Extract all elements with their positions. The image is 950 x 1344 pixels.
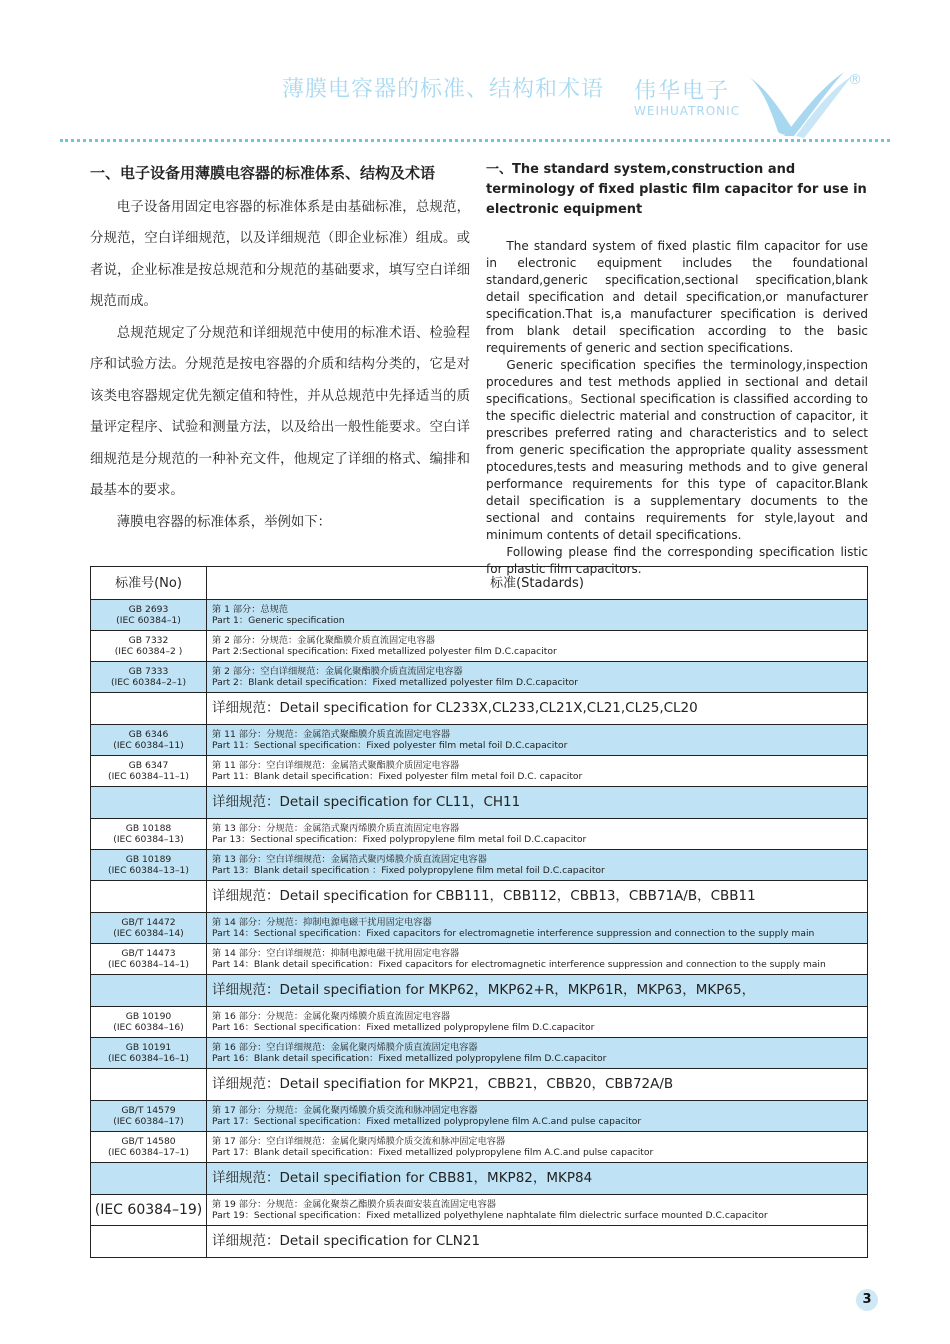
std-number: GB/T 14473 (121, 948, 176, 959)
table-row (91, 725, 868, 756)
iec-number: (IEC 60384–2–1) (110, 677, 187, 688)
std-number: GB 10191 (125, 1042, 172, 1053)
table-header-no: 标准号(No) (91, 567, 207, 600)
std-title-cn: 第 2 部分：分规范：金属化聚酯膜介质直流固定电容器 (212, 635, 435, 646)
std-number: GB 2693 (128, 604, 169, 615)
detail-spec-text: 详细规范：Detail specifiation for MKP62，MKP62+R，MKP61R，MKP63，MKP65， (207, 975, 868, 1007)
iec-number: (IEC 60384–11–1) (108, 771, 189, 782)
table-row (91, 819, 868, 850)
std-title-cn: 第 13 部分：空白详细规范：金属箔式聚丙烯膜介质直流固定电容器 (212, 854, 487, 865)
brand-logo-icon (740, 66, 870, 140)
std-title-cn: 第 14 部分：空白详细规范：抑制电源电磁干扰用固定电容器 (212, 948, 460, 959)
std-number: GB/T 14580 (121, 1136, 176, 1147)
cn-paragraph-2: 总规范规定了分规范和详细规范中使用的标准术语、检验程序和试验方法。分规范是按电容器的介质和结构分类的，它是对该类电容器规定优先额定值和特性，并从总规范中先择适当的质量评定程序、试验和测量方法，以及给出一般性能要求。空白详细规范是分规范的一种补充文件，他规定了详细的格式、编排和最基本的要求。 (90, 325, 470, 498)
table-row (91, 1132, 868, 1163)
std-number: GB 7333 (128, 666, 169, 677)
std-title-cn: 第 11 部分：分规范：金属箔式聚酯膜介质直流固定电容器 (212, 729, 451, 740)
std-number: GB 6347 (128, 760, 169, 771)
iec-number: (IEC 60384–11) (113, 740, 184, 751)
std-title-en: Par 13：Sectional specification：Fixed polypropylene film metal foil D.C.capacitor (212, 834, 587, 845)
en-paragraph-2: Generic specification specifies the terminology,inspection procedures and test methods applied in sectional and detail specifications。Sectional specification is classified according to the specific dielectric material and construction of capacitor, it prescribes preferred rating and characteristics and to select from generic specification the appropriate quality assessment ptocedures,tests and measuring methods and to give general performance requirements for this type of capacitor.Blank detail specification is a supplementary documents to the sectional and contains requirements for style,layout and minimum contents of detail specifications. (486, 358, 868, 542)
std-number: GB 10188 (125, 823, 172, 834)
std-title-cn: 第 17 部分：空白详细规范：金属化聚丙烯膜介质交流和脉冲固定电容器 (212, 1136, 506, 1147)
std-number: GB 10189 (125, 854, 172, 865)
std-title-en: Part 11：Blank detail specification：Fixed polyester film metal foil D.C. capacitor (212, 771, 583, 782)
std-title-cn: 第 16 部分：空白详细规范：金属化聚丙烯膜介质直流固定电容器 (212, 1042, 478, 1053)
table-row (91, 1101, 868, 1132)
std-title-en: Part 16：Sectional specification：Fixed metallized polypropylene film D.C.capacitor (212, 1022, 595, 1033)
std-number: GB 6346 (128, 729, 169, 740)
std-number: GB/T 14472 (121, 917, 176, 928)
table-row (91, 662, 868, 693)
std-title-cn: 第 2 部分：空白详细规范：金属化聚酯膜介质直流固定电容器 (212, 666, 463, 677)
detail-spec-row (91, 1226, 868, 1258)
detail-spec-text: 详细规范：Detail specification for CLN21 (207, 1226, 868, 1258)
iec-number: (IEC 60384–13–1) (108, 865, 189, 876)
std-title-cn: 第 11 部分：空白详细规范：金属箔式聚酯膜介质固定电容器 (212, 760, 460, 771)
detail-spec-text: 详细规范：Detail specification for CL233X,CL233,CL21X,CL21,CL25,CL20 (207, 693, 868, 725)
chinese-column (90, 158, 470, 538)
std-title-en: Part 11：Sectional specification：Fixed polyester film metal foil D.C.capacitor (212, 740, 568, 751)
detail-spec-row (91, 975, 868, 1007)
std-title-cn: 第 14 部分：分规范：抑制电源电磁干扰用固定电容器 (212, 917, 432, 928)
std-title-cn: 第 13 部分：分规范：金属箔式聚丙烯膜介质直流固定电容器 (212, 823, 460, 834)
english-column (486, 160, 868, 578)
page-header-title: 薄膜电容器的标准、结构和术语 (282, 77, 605, 102)
iec-number: (IEC 60384–19) (91, 1195, 207, 1226)
detail-spec-row (91, 881, 868, 913)
registered-mark: ® (848, 72, 862, 88)
std-title-cn: 第 16 部分：分规范：金属化聚丙烯膜介质直流固定电容器 (212, 1011, 451, 1022)
detail-spec-text: 详细规范：Detail specification for CL11，CH11 (207, 787, 868, 819)
standards-table (90, 566, 868, 1258)
detail-spec-text: 详细规范：Detail specifiation for CBB81，MKP82，MKP84 (207, 1163, 868, 1195)
std-title-en: Part 13：Blank detail specification ：Fixed polypropylene film metal foil D.C.capacitor (212, 865, 605, 876)
table-row (91, 756, 868, 787)
std-title-en: Part 14：Blank detail specification：Fixed capacitors for electromagnetic interference suppression and connection to the supply main (212, 959, 826, 970)
std-number: GB 7332 (128, 635, 169, 646)
iec-number: (IEC 60384–16) (113, 1022, 184, 1033)
detail-spec-row (91, 1069, 868, 1101)
table-row (91, 944, 868, 975)
table-row (91, 600, 868, 631)
en-paragraph-1: The standard system of fixed plastic film capacitor for use in electronic equipment includes the foundational standard,generic specification,sectional specification,blank detail specification and detail specification,or manufacturer specification.That is,a manufacturer specification is derived from blank detail specification according to the basic requirements of generic and section specifications. (486, 239, 868, 355)
cn-paragraph-1: 电子设备用固定电容器的标准体系是由基础标准，总规范，分规范，空白详细规范，以及详细规范（即企业标准）组成。或者说，企业标准是按总规范和分规范的基础要求，填写空白详细规范而成。 (90, 199, 470, 309)
detail-spec-row (91, 693, 868, 725)
std-number: GB/T 14579 (121, 1105, 176, 1116)
en-heading: 一、The standard system,construction and terminology of fixed plastic film capacitor for use in electronic equipment (486, 162, 867, 217)
std-title-en: Part 14：Sectional specification：Fixed capacitors for electromagnetie interference suppression and connection to the supply main (212, 928, 815, 939)
table-header-row (91, 567, 868, 600)
iec-number: (IEC 60384–17) (113, 1116, 184, 1127)
table-row (91, 850, 868, 881)
brand-name-cn: 伟华电子 (634, 79, 731, 104)
std-title-en: Part 16：Blank detail specification：Fixed metallized polypropylene film D.C.capacitor (212, 1053, 607, 1064)
cn-paragraph-3: 薄膜电容器的标准体系，举例如下： (116, 514, 332, 530)
std-title-en: Part 1：Generic specification (212, 615, 345, 626)
std-title-cn: 第 19 部分：分规范：金属化聚萘乙酯膜介质表面安装直流固定电容器 (212, 1199, 496, 1210)
detail-spec-text: 详细规范：Detail specification for CBB111，CBB112，CBB13，CBB71A/B，CBB11 (207, 881, 868, 913)
std-number: GB 10190 (125, 1011, 172, 1022)
std-title-cn: 第 1 部分：总规范 (212, 604, 288, 615)
std-title-en: Part 17：Sectional specification：Fixed metallized polypropylene film A.C.and pulse capacitor (212, 1116, 642, 1127)
iec-number: (IEC 60384–1) (116, 615, 181, 626)
detail-spec-text: 详细规范：Detail specifiation for MKP21，CBB21，CBB20，CBB72A/B (207, 1069, 868, 1101)
iec-number: (IEC 60384–14–1) (108, 959, 189, 970)
brand-name-en: WEIHUATRONIC (634, 104, 741, 118)
iec-number: (IEC 60384–14) (113, 928, 184, 939)
en-paragraph-3: Following please find the corresponding specification listic for plastic film capacitors. (486, 545, 868, 576)
std-title-en: Part 17：Blank detail specification：Fixed metallized polypropylene film A.C.and pulse capacitor (212, 1147, 654, 1158)
std-title-en: Part 19：Sectional specification：Fixed metallized polyethylene naphtalate film dielectric surface mounted D.C.capacitor (212, 1210, 768, 1221)
cn-heading: 一、电子设备用薄膜电容器的标准体系、结构及术语 (90, 164, 436, 182)
detail-spec-row (91, 787, 868, 819)
table-row (91, 1007, 868, 1038)
table-header-standards: 标准(Stadards) (207, 567, 868, 600)
table-row (91, 631, 868, 662)
detail-spec-row (91, 1163, 868, 1195)
iec-number: (IEC 60384–2 ) (114, 646, 183, 657)
iec-number: (IEC 60384–16–1) (108, 1053, 189, 1064)
std-title-en: Part 2:Sectional specification: Fixed metallized polyester film D.C.capacitor (212, 646, 557, 657)
table-row (91, 1038, 868, 1069)
iec-number: (IEC 60384–17–1) (108, 1147, 189, 1158)
std-title-en: Part 2：Blank detail specification：Fixed metallized polyester film D.C.capacitor (212, 677, 579, 688)
table-row (91, 1195, 868, 1226)
page-number: 3 (856, 1289, 878, 1311)
table-row (91, 913, 868, 944)
header-divider (60, 139, 890, 142)
std-title-cn: 第 17 部分：分规范：金属化聚丙烯膜介质交流和脉冲固定电容器 (212, 1105, 478, 1116)
iec-number: (IEC 60384–13) (113, 834, 184, 845)
